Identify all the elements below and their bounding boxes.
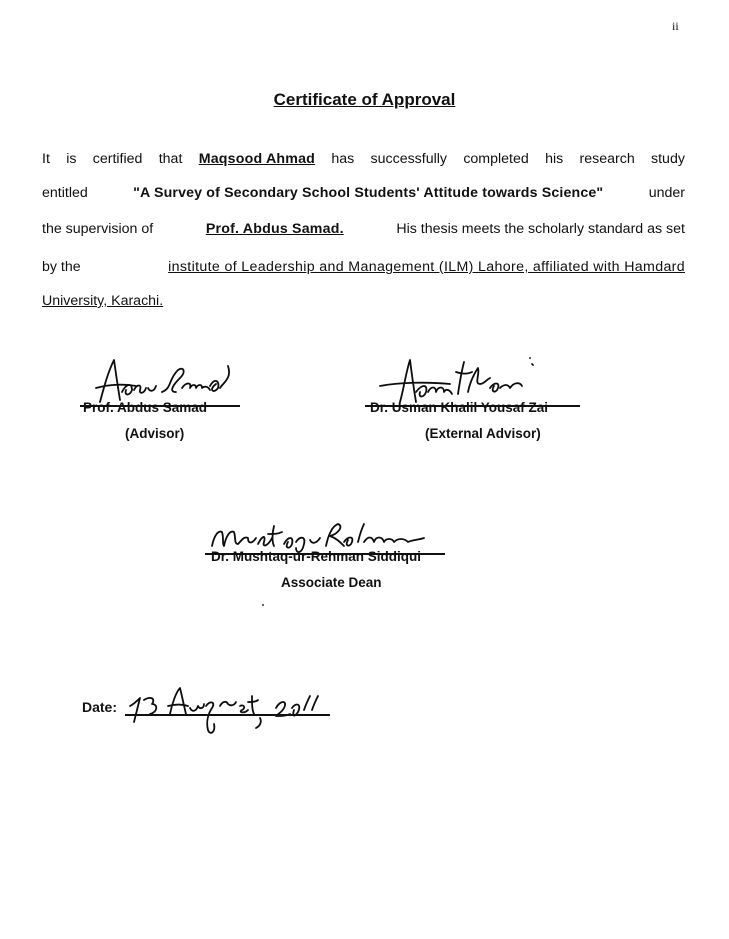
text: has — [331, 151, 355, 167]
advisor-role: (Advisor) — [125, 426, 185, 441]
paragraph-line-2 — [42, 184, 685, 202]
institute-name-cont: University, Karachi. — [42, 293, 164, 309]
text: his — [545, 151, 564, 167]
text: by the — [42, 259, 81, 275]
external-advisor-role: (External Advisor) — [425, 426, 541, 441]
date-handwritten — [120, 680, 340, 740]
text: successfully — [370, 151, 448, 167]
text: completed — [463, 151, 529, 167]
text: study — [651, 151, 685, 167]
external-advisor-name: Dr. Usman Khalil Yousaf Zai — [370, 400, 549, 415]
text: research — [579, 151, 635, 167]
dean-name: Dr. Mushtaq-ur-Rehman Siddiqui — [211, 549, 422, 564]
page-number: ii — [672, 19, 679, 33]
text: under — [648, 185, 685, 201]
thesis-title: "A Survey of Secondary School Students' Attitude towards Science" — [133, 185, 604, 201]
paragraph-line-3 — [42, 220, 685, 238]
text: the supervision of — [42, 221, 154, 237]
certificate-title: Certificate of Approval — [273, 90, 456, 109]
paragraph-line-5 — [42, 292, 685, 310]
text: certified — [92, 151, 143, 167]
text: entitled — [42, 185, 88, 201]
text: that — [158, 151, 183, 167]
institute-name: institute of Leadership and Management (ILM) Lahore, affiliated with Hamdard — [168, 259, 685, 275]
paragraph-line-1 — [42, 150, 685, 168]
text: His thesis meets the scholarly standard as set — [396, 221, 685, 237]
date-line — [125, 714, 330, 716]
date-label: Date: — [82, 699, 118, 715]
advisor-name: Prof. Abdus Samad — [83, 400, 208, 415]
text: is — [66, 151, 77, 167]
scan-speck — [262, 604, 264, 606]
dean-role: Associate Dean — [281, 575, 382, 590]
supervisor-name: Prof. Abdus Samad. — [205, 221, 344, 237]
candidate-name: Maqsood Ahmad — [198, 151, 316, 167]
paragraph-line-4 — [42, 258, 685, 276]
text: It — [42, 151, 50, 167]
scan-speck — [529, 357, 531, 359]
